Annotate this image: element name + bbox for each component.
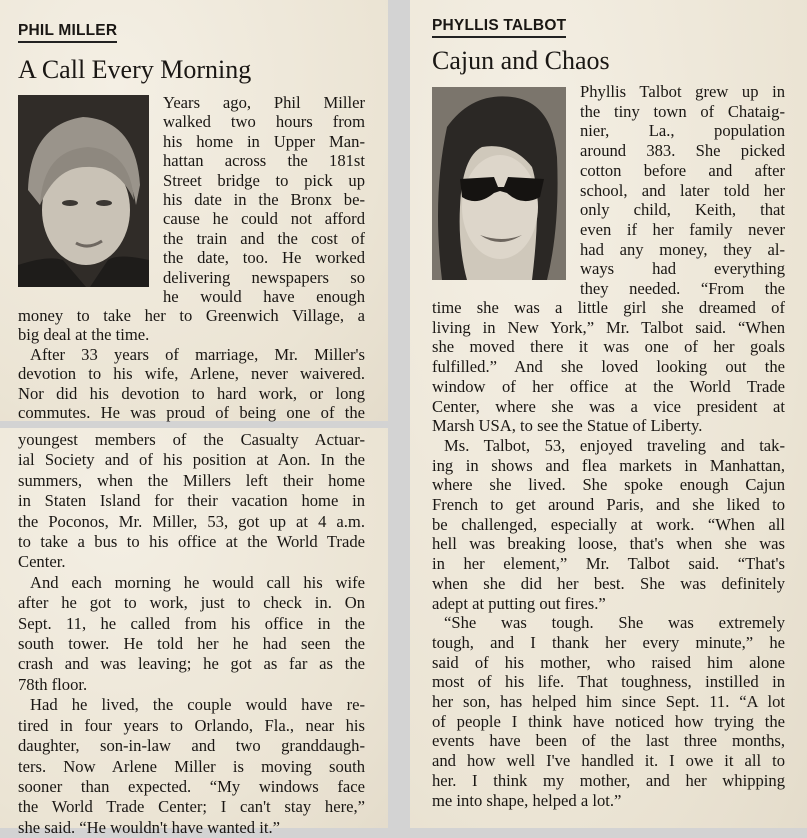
text-line: Street bridge to pick up (163, 170, 365, 190)
text-line: fulfilled.” And she loved looking out the (432, 357, 785, 377)
text-line: commutes. He was proud of being one of the (18, 403, 365, 423)
text-line: French to get around Paris, and she liked to (432, 495, 785, 515)
text-line: big deal at the time. (18, 325, 150, 345)
text-line: hattan across the 181st (163, 151, 365, 171)
text-line: After 33 years of marriage, Mr. Miller's (30, 344, 365, 364)
text-line: after he got to work, just to check in. On (18, 593, 365, 613)
article-text (18, 306, 365, 422)
text-line: me into shape, helped a lot.” (432, 790, 622, 810)
text-line: he would have enough (163, 287, 365, 307)
text-line: had any money, they al- (580, 239, 785, 259)
text-line: hell was breaking loose, that's when she was (432, 534, 785, 554)
text-line: where she lived. She spoke enough Cajun (432, 475, 785, 495)
text-line: “She was tough. She was extremely (444, 613, 785, 633)
text-line: tired in four years to Orlando, Fla., near his (18, 715, 365, 735)
text-line: the tiny town of Chataig- (580, 101, 785, 121)
text-line: walked two hours from (163, 112, 365, 132)
clipping-phil-miller-part2 (0, 428, 388, 837)
text-line: Nor did his devotion to hard work, or long (18, 383, 365, 403)
text-line: delivering newspapers so (163, 267, 365, 287)
text-line: of people I think have noticed how trying the (432, 711, 785, 731)
portrait-photo-phyllis-talbot (432, 87, 566, 280)
text-line: Phyllis Talbot grew up in (580, 82, 785, 101)
text-line: the train and the cost of (163, 228, 365, 248)
text-line: she said. “He wouldn't have wanted it.” (18, 817, 280, 837)
name-kicker: PHYLLIS TALBOT (432, 17, 566, 38)
text-line: her. I think my mother, and her whipping (432, 770, 785, 790)
text-line: her son, has helped him since Sept. 11. “A lot (432, 692, 785, 712)
text-line: to take a bus to his office at the World Trade (18, 532, 365, 552)
text-line: in her element,” Mr. Talbot said. “That's (432, 554, 785, 574)
text-line: daughter, son-in-law and two granddaugh- (18, 736, 365, 756)
text-line: devotion to his wife, Arlene, never waivered. (18, 364, 365, 384)
text-line: even if her family never (580, 219, 785, 239)
headline: Cajun and Chaos (432, 46, 610, 75)
text-line: events have been of the last three months, (432, 731, 785, 751)
text-line: money to take her to Greenwich Village, a (18, 306, 365, 325)
text-line: in Staten Island for their vacation home in (18, 491, 365, 511)
name-kicker: PHIL MILLER (18, 22, 117, 43)
text-line: be challenged, especially at work. “When all (432, 514, 785, 534)
text-line: summers, when the Millers left their home (18, 470, 365, 490)
text-line: Years ago, Phil Miller (163, 93, 365, 112)
clipping-phyllis-talbot (410, 0, 807, 828)
portrait-photo-phil-miller (18, 95, 149, 287)
text-line: cotton before and after (580, 160, 785, 180)
text-line: his date in the Bronx be- (163, 190, 365, 210)
text-line: ing in shows and flea markets in Manhattan, (432, 455, 785, 475)
text-line: youngest members of the Casualty Actuar- (18, 430, 365, 449)
text-line: nier, La., population (580, 121, 785, 141)
text-line: the World Trade Center; I can't stay here,” (18, 797, 365, 817)
text-line: tough, and I thank her every minute,” he (432, 632, 785, 652)
text-line: crash and was leaving; he got as far as the (18, 654, 365, 674)
article-text (432, 298, 785, 810)
text-line: living in New York,” Mr. Talbot said. “When (432, 317, 785, 337)
text-line: they needed. “From the (580, 279, 785, 299)
text-line: Had he lived, the couple would have re- (30, 695, 365, 715)
text-line: only child, Keith, that (580, 200, 785, 220)
text-line: Marsh USA, to see the Statue of Liberty. (432, 416, 703, 436)
text-line: Center. (18, 552, 66, 572)
text-line: ways had everything (580, 259, 785, 279)
text-line: adept at putting out fires.” (432, 593, 606, 613)
article-text-wrapped (163, 93, 365, 306)
text-line: most of his life. That toughness, instilled in (432, 672, 785, 692)
article-text (18, 430, 365, 838)
text-line: cause he could not afford (163, 209, 365, 229)
text-line: Center, where she was a vice president at (432, 396, 785, 416)
text-line: Ms. Talbot, 53, enjoyed traveling and tak- (444, 435, 785, 455)
text-line: the Poconos, Mr. Miller, 53, got up at 4 a.m. (18, 511, 365, 531)
text-line: around 383. She picked (580, 141, 785, 161)
text-line: his home in Upper Man- (163, 131, 365, 151)
text-line: time she was a little girl she dreamed of (432, 298, 785, 317)
text-line: school, and later told her (580, 180, 785, 200)
article-text-wrapped (580, 82, 785, 299)
text-line: ial Society and of his position at Aon. In the (18, 450, 365, 470)
text-line: 78th floor. (18, 674, 88, 694)
text-line: and how well I've handled it. I owe it all to (432, 751, 785, 771)
text-line: window of her office at the World Trade (432, 376, 785, 396)
text-line: the date, too. He worked (163, 248, 365, 268)
text-line: And each morning he would call his wife (30, 572, 365, 592)
text-line: south tower. He told her he had seen the (18, 634, 365, 654)
text-line: when she did her best. She was definitely (432, 573, 785, 593)
clipping-phil-miller-part1 (0, 0, 388, 421)
text-line: said of his mother, who raised him alone (432, 652, 785, 672)
text-line: Sept. 11, he called from his office in the (18, 613, 365, 633)
text-line: she moved there it was one of her goals (432, 337, 785, 357)
text-line: sooner than expected. “My windows face (18, 776, 365, 796)
headline: A Call Every Morning (18, 55, 252, 84)
text-line: ters. Now Arlene Miller is moving south (18, 756, 365, 776)
